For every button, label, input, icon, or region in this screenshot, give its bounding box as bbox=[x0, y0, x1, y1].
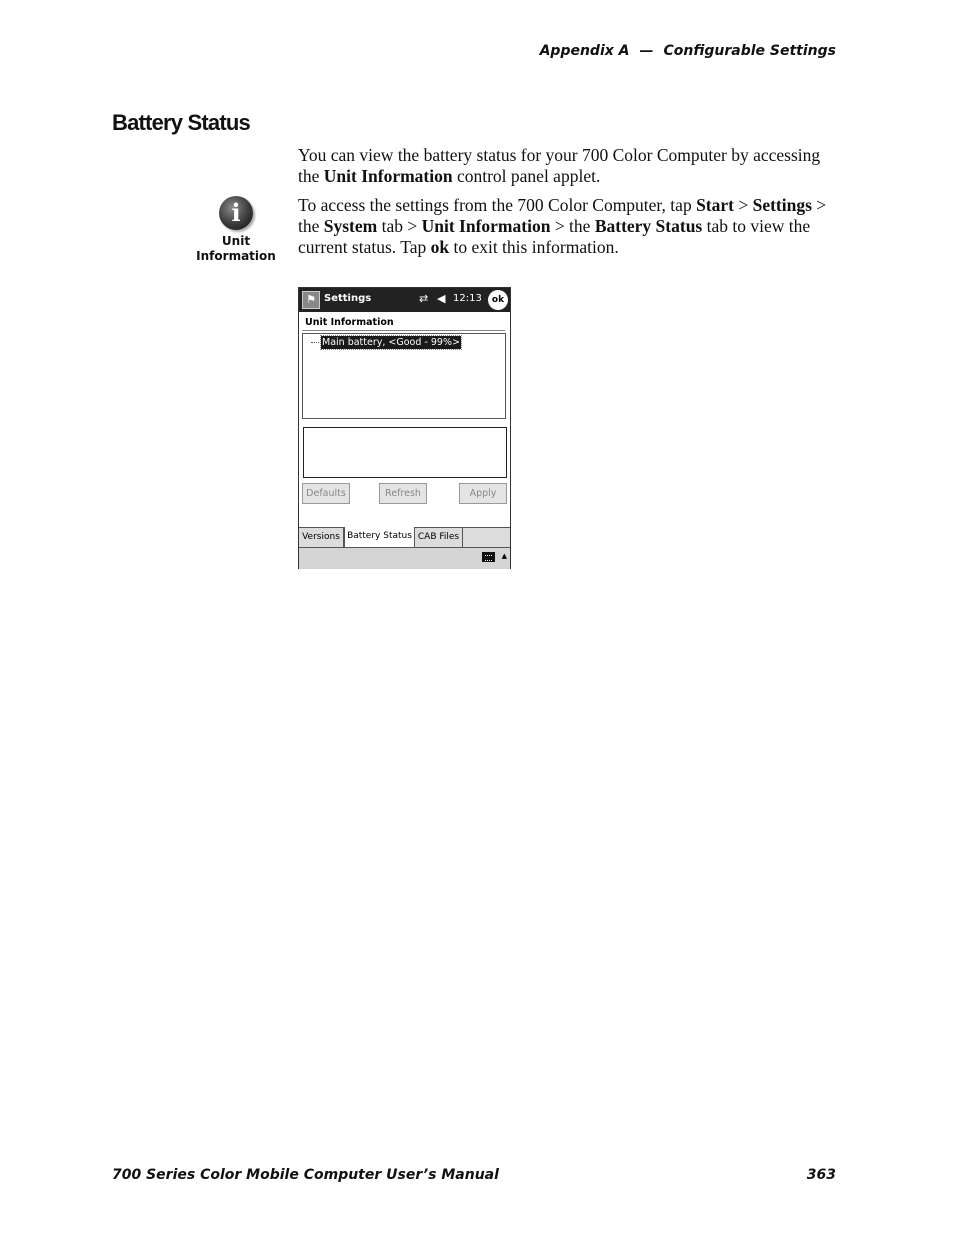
bold-term: Settings bbox=[752, 195, 812, 215]
tree-item-main-battery[interactable]: Main battery, <Good - 99%> bbox=[322, 337, 460, 348]
command-bar bbox=[299, 547, 510, 569]
appendix-label: Appendix A bbox=[539, 43, 630, 59]
text-run: You can view the battery status for your 700 Color Computer by accessing the bbox=[298, 145, 821, 186]
speaker-icon[interactable]: ◀ bbox=[437, 292, 446, 305]
applet-title: Unit Information bbox=[305, 317, 394, 328]
text-run: control panel applet. bbox=[452, 166, 601, 186]
bold-term: Unit Information bbox=[421, 216, 551, 236]
instructions-paragraph bbox=[298, 195, 843, 258]
tab-cab-files[interactable]: CAB Files bbox=[415, 528, 463, 547]
text-run: > bbox=[733, 195, 753, 215]
bold-term: Battery Status bbox=[594, 216, 703, 236]
applet-label-line: Information bbox=[196, 249, 276, 263]
sync-arrows-icon[interactable]: ⇄ bbox=[419, 292, 429, 305]
bold-term: ok bbox=[430, 237, 450, 257]
window-title: Settings bbox=[324, 293, 372, 304]
header-separator: — bbox=[639, 43, 654, 59]
device-screenshot bbox=[298, 287, 511, 569]
tab-strip bbox=[299, 527, 510, 548]
text-run: > the bbox=[550, 216, 595, 236]
ok-button[interactable]: ok bbox=[488, 290, 508, 310]
bold-term: System bbox=[323, 216, 378, 236]
up-arrow-icon[interactable]: ▲ bbox=[501, 552, 507, 560]
intro-paragraph bbox=[298, 145, 843, 187]
bold-term: Unit Information bbox=[323, 166, 453, 186]
defaults-button[interactable]: Defaults bbox=[302, 483, 350, 504]
chapter-label: Configurable Settings bbox=[663, 43, 836, 59]
text-run: To access the settings from the 700 Color Computer, tap bbox=[298, 195, 697, 215]
applet-label bbox=[196, 234, 276, 264]
tab-versions[interactable]: Versions bbox=[299, 528, 344, 547]
text-run: tab to view the current status. Tap bbox=[298, 216, 811, 257]
tab-battery-status[interactable]: Battery Status bbox=[344, 527, 415, 547]
detail-box bbox=[303, 427, 507, 478]
text-run: to exit this information. bbox=[449, 237, 619, 257]
applet-label-line: Unit bbox=[221, 234, 251, 248]
clock[interactable]: 12:13 bbox=[453, 293, 482, 304]
title-bar bbox=[299, 288, 510, 312]
unit-information-applet bbox=[196, 196, 276, 264]
bold-term: Start bbox=[696, 195, 734, 215]
running-header bbox=[540, 43, 836, 59]
footer-title: 700 Series Color Mobile Computer User’s Manual bbox=[112, 1167, 499, 1183]
info-icon: i bbox=[219, 196, 253, 230]
battery-tree-view[interactable] bbox=[302, 333, 506, 419]
text-run: > the bbox=[298, 195, 827, 236]
tree-connector bbox=[311, 342, 319, 343]
text-run: tab > bbox=[377, 216, 422, 236]
divider bbox=[302, 330, 505, 331]
page-number: 363 bbox=[806, 1167, 836, 1183]
section-heading: Battery Status bbox=[112, 110, 250, 135]
refresh-button[interactable]: Refresh bbox=[379, 483, 427, 504]
apply-button[interactable]: Apply bbox=[459, 483, 507, 504]
windows-flag-icon[interactable]: ⚑ bbox=[302, 291, 320, 309]
keyboard-icon[interactable] bbox=[482, 552, 495, 562]
